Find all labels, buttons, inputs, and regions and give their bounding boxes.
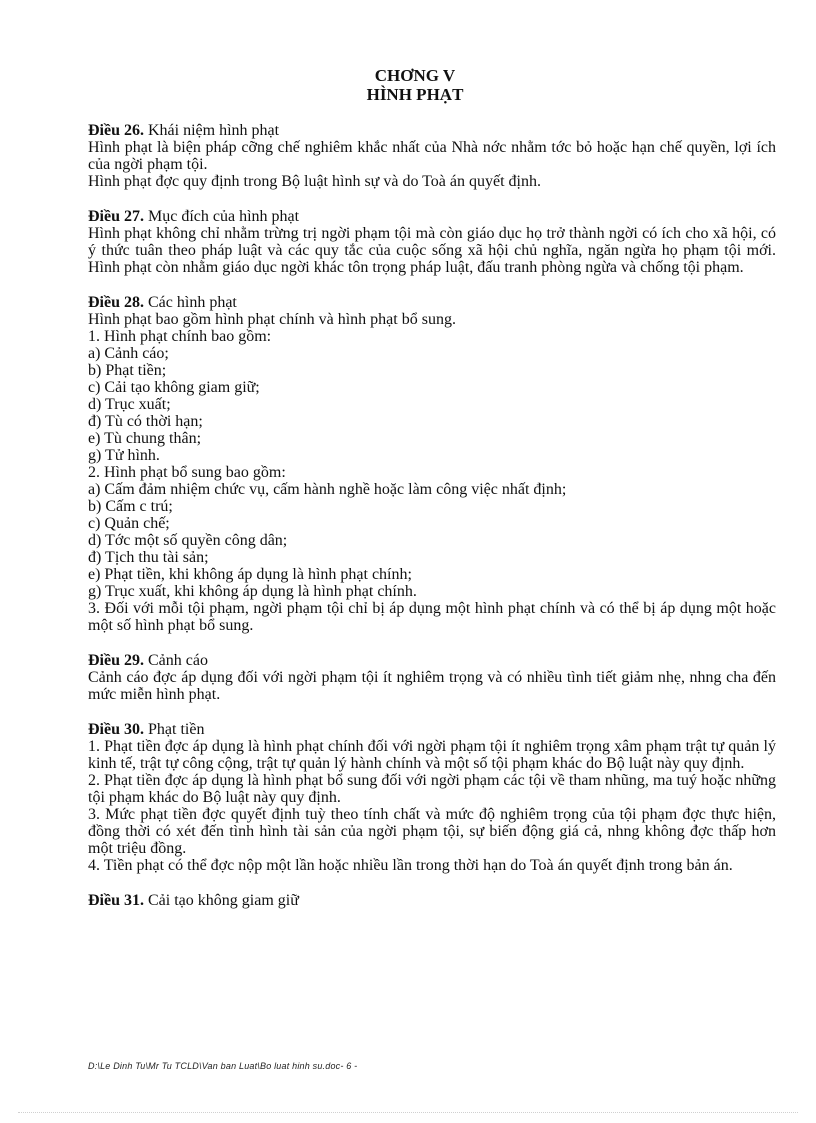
article-paragraph: 3. Đối với mỗi tội phạm, ngời phạm tội chỉ bị áp dụng một hình phạt chính và có thể bị áp dụng một hoặc một số hình phạt bổ sung. [88,600,776,634]
article-paragraph: đ) Tù có thời hạn; [88,413,203,430]
article-paragraph: 3. Mức phạt tiền đợc quyết định tuỳ theo tính chất và mức độ nghiêm trọng của tội phạm đợc thực hiện, đồng thời có xét đến tình hình tài sản của ngời phạm tội, sự biến động giá cả, nhng không đợc thấp hơn một triệu đồng. [88,806,776,857]
footer-page-number: - 6 - [340,1061,358,1071]
chapter-heading: CHƠNG V [374,66,456,85]
article-heading [88,721,776,738]
articles-body [88,122,776,909]
article-paragraph: c) Quản chế; [88,515,170,532]
article-number: Điều 27. [88,208,144,225]
article-gap [88,874,776,892]
chapter-title: HÌNH PHẠT [366,85,464,104]
article-gap [88,276,776,294]
article-paragraph: 4. Tiền phạt có thể đợc nộp một lần hoặc nhiều lần trong thời hạn do Toà án quyết định trong bản án. [88,857,733,874]
article-paragraph: e) Phạt tiền, khi không áp dụng là hình phạt chính; [88,566,412,583]
article-gap [88,703,776,721]
article-number: Điều 30. [88,721,144,738]
article-gap [88,634,776,652]
article-title: Các hình phạt [148,294,237,311]
article-paragraph: c) Cải tạo không giam giữ; [88,379,260,396]
footer-path [88,1061,357,1071]
article-title: Cải tạo không giam giữ [148,892,299,909]
article-paragraph: Hình phạt là biện pháp cỡng chế nghiêm khắc nhất của Nhà nớc nhằm tớc bỏ hoặc hạn chế quyền, lợi ích của ngời phạm tội. [88,139,776,173]
article-title: Phạt tiền [148,721,205,738]
article-paragraph: d) Tớc một số quyền công dân; [88,532,288,549]
article-heading [88,652,776,669]
article-number: Điều 31. [88,892,144,909]
article-paragraph: 1. Hình phạt chính bao gồm: [88,328,272,345]
article-paragraph: Hình phạt không chỉ nhằm trừng trị ngời phạm tội mà còn giáo dục họ trở thành ngời có ích cho xã hội, có ý thức tuân theo pháp luật và các quy tắc của cuộc sống xã hội chủ nghĩa, ngăn ngừa họ phạm tội mới. Hình phạt còn nhằm giáo dục ngời khác tôn trọng pháp luật, đấu tranh phòng ngừa và chống tội phạm. [88,225,776,276]
article-number: Điều 29. [88,652,144,669]
footer-file-path: D:\Le Dinh Tu\Mr Tu TCLD\Van ban Luat\Bo luat hinh su.doc [88,1061,341,1071]
article-title: Khái niệm hình phạt [148,122,280,139]
article-paragraph: a) Cảnh cáo; [88,345,169,362]
article-paragraph: a) Cấm đảm nhiệm chức vụ, cấm hành nghề hoặc làm công việc nhất định; [88,481,567,498]
article-paragraph: đ) Tịch thu tài sản; [88,549,209,566]
article-paragraph: b) Phạt tiền; [88,362,167,379]
page-bottom-divider [18,1112,798,1113]
article-paragraph: Cảnh cáo đợc áp dụng đối với ngời phạm tội ít nghiêm trọng và có nhiều tình tiết giảm nhẹ, nhng cha đến mức miễn hình phạt. [88,669,776,703]
article-paragraph: Hình phạt đợc quy định trong Bộ luật hình sự và do Toà án quyết định. [88,173,541,190]
article-paragraph: g) Trục xuất, khi không áp dụng là hình phạt chính. [88,583,417,600]
article-heading [88,294,776,311]
article-paragraph: e) Tù chung thân; [88,430,202,447]
article-paragraph: d) Trục xuất; [88,396,171,413]
article-paragraph: Hình phạt bao gồm hình phạt chính và hình phạt bổ sung. [88,311,456,328]
article-heading [88,208,776,225]
article-heading [88,892,776,909]
article-paragraph: g) Tử hình. [88,447,160,464]
article-paragraph: 1. Phạt tiền đợc áp dụng là hình phạt chính đối với ngời phạm tội ít nghiêm trọng xâm phạm trật tự quản lý kinh tế, trật tự công cộng, trật tự quản lý hành chính và một số tội phạm khác do Bộ luật này quy định. [88,738,776,772]
article-heading [88,122,776,139]
article-gap [88,190,776,208]
article-number: Điều 28. [88,294,144,311]
article-paragraph: b) Cấm c trú; [88,498,173,515]
article-title: Cảnh cáo [148,652,208,669]
article-number: Điều 26. [88,122,144,139]
article-title: Mục đích của hình phạt [148,208,300,225]
article-paragraph: 2. Phạt tiền đợc áp dụng là hình phạt bổ sung đối với ngời phạm các tội về tham nhũng, ma tuý hoặc những tội phạm khác do Bộ luật này quy định. [88,772,776,806]
article-paragraph: 2. Hình phạt bổ sung bao gồm: [88,464,286,481]
